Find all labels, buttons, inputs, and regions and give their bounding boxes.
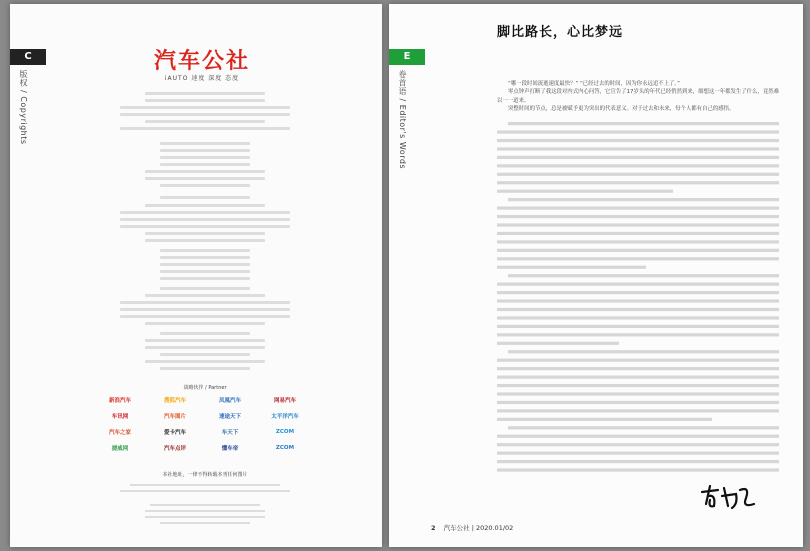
- text-line: [497, 173, 779, 176]
- paragraph: “哪一段时间流逝速度最快？” “已经过去的时间，因为你永远追不上了。”: [508, 81, 680, 87]
- text-line: [497, 240, 779, 243]
- logo-english: iAUTO 速度 深度 态度: [164, 75, 240, 82]
- text-line: [497, 435, 779, 438]
- text-line: [497, 299, 779, 302]
- text-line: [497, 359, 779, 362]
- text-line: [497, 232, 779, 235]
- text-line: [497, 156, 779, 159]
- paragraph: 零点钟声打断了我这段对内式内心问答，它宣告了17岁头的年代已经悄然到来，细想这一年都发生了什么，竟然难以一一道来。: [497, 89, 780, 104]
- text-line: [497, 367, 779, 370]
- paragraph: 突整时间的节点，总是被赋予更为突出的代表意义。对于过去和未来，每个人都有自己的感悟。: [508, 106, 735, 113]
- page-footer: 2 汽车公社 | 2020.01/02: [431, 524, 514, 532]
- text-line: [497, 443, 779, 446]
- partner-logo: 速途天下: [218, 414, 241, 420]
- partner-logo: 汽车之家: [108, 430, 131, 436]
- text-line: [497, 164, 779, 167]
- partner-logo: 汽车点评: [163, 446, 186, 452]
- editor-signature: [698, 482, 758, 518]
- text-line: [497, 308, 779, 311]
- reprint-notice: 本社地址，一律不得转载本刊任何图片: [162, 472, 248, 478]
- text-line: [497, 418, 712, 421]
- text-line: [508, 198, 779, 201]
- text-line: [497, 409, 779, 412]
- partner-logo: ZCOM: [275, 429, 295, 435]
- text-line: [497, 257, 779, 260]
- editorial-headline: 脚比路长，心比梦远: [497, 25, 624, 40]
- right-page: [389, 4, 803, 547]
- partner-logo: 汽车图片: [163, 414, 186, 420]
- partner-logo: 懂车帝: [221, 446, 239, 452]
- text-line: [497, 401, 779, 404]
- partner-logo: 车天下: [221, 430, 239, 436]
- text-line: [497, 181, 779, 184]
- partner-logo: 车讯网: [111, 414, 129, 420]
- partner-logo: 新浪汽车: [108, 398, 131, 404]
- text-line: [497, 223, 779, 226]
- text-line: [497, 207, 779, 210]
- section-tab-c: C: [10, 49, 46, 65]
- page-number: 2: [431, 524, 436, 532]
- editor-side-label: 卷首语 / Editor's Words: [398, 70, 407, 170]
- text-line: [497, 291, 779, 294]
- partner-logo: 捷威网: [111, 446, 129, 452]
- text-line: [497, 147, 779, 150]
- partner-logo: 爱卡汽车: [163, 430, 186, 436]
- text-line: [508, 350, 779, 353]
- text-line: [497, 249, 779, 252]
- text-line: [508, 426, 779, 429]
- magazine-logo: [142, 44, 262, 82]
- text-line: [497, 333, 779, 336]
- footer-issue: 2020.01/02: [475, 524, 514, 532]
- partner-logo: ZCOM: [275, 445, 295, 451]
- partner-logos: [95, 394, 315, 454]
- copyright-side-label: 版权 / Copyrights: [19, 70, 28, 145]
- left-page: [10, 4, 382, 547]
- partner-logo: 搜狐汽车: [163, 398, 186, 404]
- partner-logo: 网易汽车: [273, 398, 296, 404]
- text-line: [497, 325, 779, 328]
- partner-title: 战略伙伴 / Partner: [183, 385, 227, 391]
- text-line: [497, 266, 646, 269]
- text-line: [497, 452, 779, 455]
- section-tab-e: E: [389, 49, 425, 65]
- text-line: [497, 384, 779, 387]
- text-line: [497, 376, 779, 379]
- text-line: [497, 130, 779, 133]
- partner-logo: 凤凰汽车: [218, 398, 241, 404]
- text-line: [497, 468, 779, 471]
- text-line: [497, 283, 779, 286]
- editorial-body: [497, 80, 779, 114]
- text-line: [508, 122, 779, 125]
- text-line: [497, 460, 779, 463]
- text-line: [497, 190, 673, 193]
- text-line: [497, 392, 779, 395]
- text-line: [497, 342, 619, 345]
- text-line: [497, 316, 779, 319]
- text-line: [508, 274, 779, 277]
- text-line: [497, 139, 779, 142]
- footer-title: 汽车公社: [443, 524, 470, 532]
- text-line: [497, 215, 779, 218]
- logo-chinese: 汽车公社: [153, 49, 250, 74]
- partner-logo: 太平洋汽车: [271, 414, 299, 420]
